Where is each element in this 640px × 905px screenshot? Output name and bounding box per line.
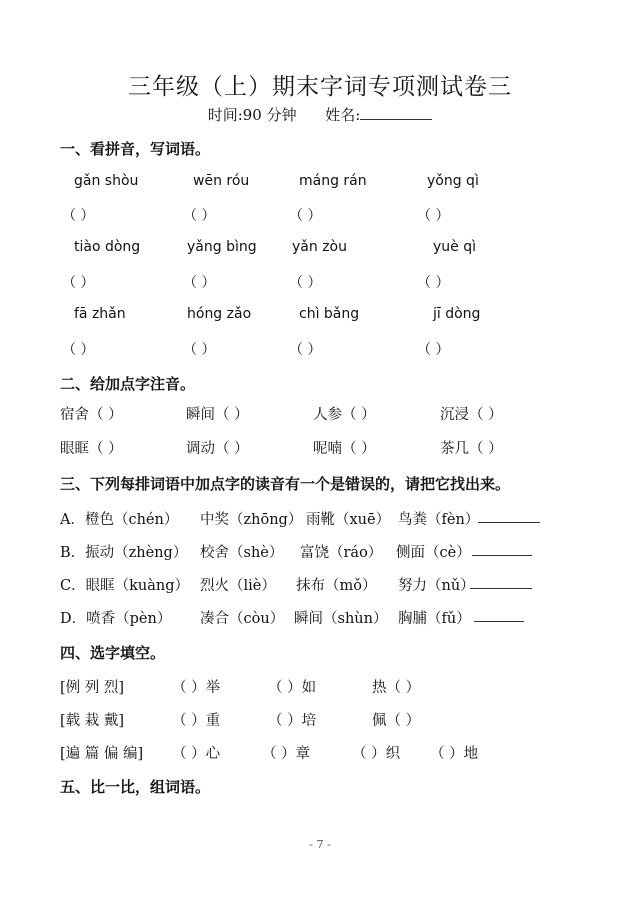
choice-group-2: [载 栽 戴] xyxy=(60,713,125,729)
answer-line-c[interactable] xyxy=(470,574,532,589)
pinyin-1-2: wēn róu xyxy=(193,173,250,189)
error-a-1: A．橙色（chén） xyxy=(60,512,179,528)
pinyin-2-2: yǎng bìng xyxy=(187,239,257,255)
answer-2-2[interactable]: （ ） xyxy=(183,275,216,291)
error-d-4: 胸脯（fǔ） xyxy=(398,611,471,627)
answer-1-3[interactable]: （ ） xyxy=(289,208,322,224)
zhuyin-1-3[interactable]: 人参（ ） xyxy=(313,407,376,423)
choice-2-2[interactable]: （ ）培 xyxy=(268,713,317,729)
choice-1-3[interactable]: 热（ ） xyxy=(372,680,421,696)
choice-group-3: [遍 篇 偏 编] xyxy=(60,746,144,762)
pinyin-2-4: yuè qì xyxy=(433,239,476,255)
error-c-4: 努力（nǔ） xyxy=(398,578,475,594)
answer-3-3[interactable]: （ ） xyxy=(289,342,322,358)
choice-3-4[interactable]: （ ）地 xyxy=(430,746,479,762)
choice-3-2[interactable]: （ ）章 xyxy=(262,746,311,762)
answer-1-1[interactable]: （ ） xyxy=(62,208,95,224)
pinyin-2-1: tiào dòng xyxy=(74,239,141,255)
error-d-1: D．喷香（pèn） xyxy=(60,611,172,627)
zhuyin-1-4[interactable]: 沉浸（ ） xyxy=(440,407,503,423)
error-b-1: B．振动（zhèng） xyxy=(60,545,188,561)
name-blank[interactable] xyxy=(360,105,432,120)
zhuyin-2-1[interactable]: 眼眶（ ） xyxy=(60,441,123,457)
error-a-4: 鸟粪（fèn） xyxy=(398,512,480,528)
zhuyin-1-2[interactable]: 瞬间（ ） xyxy=(186,407,249,423)
error-d-3: 瞬间（shùn） xyxy=(294,611,388,627)
error-d-2: 凑合（còu） xyxy=(200,611,285,627)
section-1-heading: 一、看拼音，写词语。 xyxy=(60,140,211,158)
choice-2-1[interactable]: （ ）重 xyxy=(172,713,221,729)
pinyin-3-4: jī dòng xyxy=(433,306,481,322)
page-number: - 7 - xyxy=(309,838,331,851)
error-c-2: 烈火（liè） xyxy=(200,578,276,594)
answer-line-d[interactable] xyxy=(474,607,524,622)
answer-2-3[interactable]: （ ） xyxy=(289,275,322,291)
choice-3-1[interactable]: （ ）心 xyxy=(172,746,221,762)
answer-1-4[interactable]: （ ） xyxy=(417,208,450,224)
error-c-3: 抹布（mǒ） xyxy=(296,578,377,594)
answer-1-2[interactable]: （ ） xyxy=(183,208,216,224)
answer-2-1[interactable]: （ ） xyxy=(62,275,95,291)
answer-3-4[interactable]: （ ） xyxy=(417,342,450,358)
page-title: 三年级（上）期末字词专项测试卷三 xyxy=(128,74,512,100)
pinyin-1-4: yǒng qì xyxy=(427,173,479,189)
choice-2-3[interactable]: 佩（ ） xyxy=(372,713,421,729)
section-3-heading: 三、下列每排词语中加点字的读音有一个是错误的，请把它找出来。 xyxy=(60,475,511,493)
answer-line-a[interactable] xyxy=(478,508,540,523)
answer-line-b[interactable] xyxy=(472,541,532,556)
pinyin-3-3: chì bǎng xyxy=(299,306,360,322)
error-b-3: 富饶（ráo） xyxy=(300,545,383,561)
choice-1-1[interactable]: （ ）举 xyxy=(172,680,221,696)
zhuyin-1-1[interactable]: 宿舍（ ） xyxy=(60,407,123,423)
error-b-4: 侧面（cè） xyxy=(396,545,471,561)
pinyin-1-3: máng rán xyxy=(299,173,367,189)
section-4-heading: 四、选字填空。 xyxy=(60,644,166,662)
section-5-heading: 五、比一比，组词语。 xyxy=(60,778,211,796)
pinyin-2-3: yǎn zòu xyxy=(292,239,347,255)
zhuyin-2-4[interactable]: 茶几（ ） xyxy=(440,441,503,457)
error-b-2: 校舍（shè） xyxy=(200,545,284,561)
answer-3-2[interactable]: （ ） xyxy=(183,342,216,358)
answer-3-1[interactable]: （ ） xyxy=(62,342,95,358)
error-c-1: C．眼眶（kuàng） xyxy=(60,578,189,594)
exam-meta xyxy=(0,104,640,125)
pinyin-1-1: gǎn shòu xyxy=(74,173,139,189)
pinyin-3-1: fā zhǎn xyxy=(74,306,126,322)
choice-group-1: [例 列 烈] xyxy=(60,680,125,696)
error-a-3: 雨靴（xuē） xyxy=(306,512,391,528)
pinyin-3-2: hóng zǎo xyxy=(187,306,252,322)
choice-3-3[interactable]: （ ）织 xyxy=(352,746,401,762)
zhuyin-2-2[interactable]: 调动（ ） xyxy=(186,441,249,457)
answer-2-4[interactable]: （ ） xyxy=(417,275,450,291)
section-2-heading: 二、给加点字注音。 xyxy=(60,375,196,393)
choice-1-2[interactable]: （ ）如 xyxy=(268,680,317,696)
zhuyin-2-3[interactable]: 呢喃（ ） xyxy=(313,441,376,457)
name-label: 姓名: xyxy=(325,106,361,124)
error-a-2: 中奖（zhōng） xyxy=(200,512,303,528)
time-label: 时间:90 分钟 xyxy=(207,106,297,124)
